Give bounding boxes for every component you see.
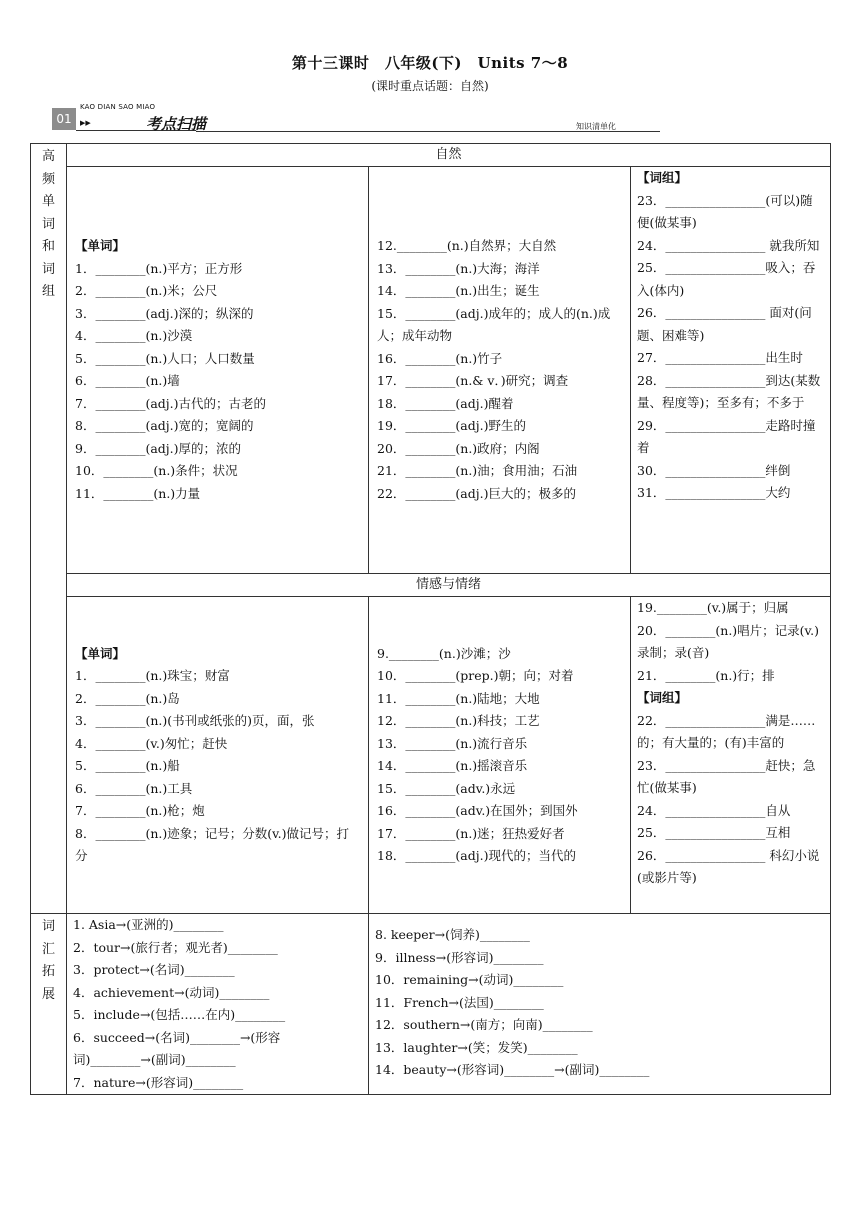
list-item: 2．________(n.)岛	[75, 690, 180, 706]
list-item: 15．________(adj.)成年的；成人的(n.)成人；成年动物	[377, 305, 611, 343]
list-item: 14．beauty→(形容词)________→(副词)________	[375, 1062, 650, 1077]
phrases-title: 【词组】	[637, 690, 688, 705]
list-item: 25．________________吸入；吞入(体内)	[637, 260, 816, 298]
words-title: 【单词】	[75, 238, 126, 253]
list-item: 1. Asia→(亚洲的)________	[73, 917, 224, 932]
list-item: 6．succeed→(名词)________→(形容词)________→(副词)________	[73, 1029, 281, 1067]
list-item: 21．________(n.)油；食用油；石油	[377, 463, 578, 478]
list-item: 8. keeper→(饲养)________	[375, 927, 530, 942]
list-item: 2．________(n.)米；公尺	[75, 283, 218, 298]
section-banner	[52, 103, 660, 133]
section-nature-heading: 自然	[67, 144, 831, 167]
expand-right	[369, 914, 831, 1095]
banner-arrow-icon: ▶▶	[80, 119, 91, 127]
list-item: 1．________(n.)平方；正方形	[75, 260, 243, 276]
emotion-phrases-col3	[631, 597, 831, 914]
banner-pinyin: KAO DIAN SAO MIAO	[80, 103, 156, 111]
list-item: 24．________________自从	[637, 802, 791, 818]
list-item: 18．________(adj.)醒着	[377, 395, 514, 411]
phrases-title: 【词组】	[637, 170, 688, 185]
list-item: 29．________________走路时撞着	[637, 417, 816, 455]
list-item: 10．remaining→(动词)________	[375, 972, 564, 987]
list-item: 19.________(v.)属于；归属	[637, 600, 789, 615]
list-item: 13．________(n.)大海；海洋	[377, 260, 540, 276]
expand-left	[67, 914, 369, 1095]
list-item: 18．________(adj.)现代的；当代的	[377, 848, 576, 863]
list-item: 6．________(n.)墙	[75, 373, 180, 388]
banner-number: 01	[52, 108, 76, 130]
list-item: 4．________(n.)沙漠	[75, 328, 193, 343]
list-item: 3．protect→(名词)________	[73, 962, 235, 977]
banner-side-text: 知识清单化	[576, 122, 616, 131]
list-item: 13．________(n.)流行音乐	[377, 735, 528, 751]
page-subtitle: (课时重点话题：自然)	[371, 79, 489, 93]
emotion-words-col2	[369, 597, 631, 914]
list-item: 16．________(adv.)在国外；到国外	[377, 803, 578, 818]
nature-words-col1	[67, 167, 369, 574]
list-item: 5．________(n.)人口；人口数量	[75, 350, 255, 366]
list-item: 9．________(adj.)厚的；浓的	[75, 440, 242, 456]
list-item: 8．________(adj.)宽的；宽阔的	[75, 418, 254, 433]
list-item: 11．________(n.)陆地；大地	[377, 690, 540, 706]
page-title: 第十三课时 八年级(下) Units 7～8	[291, 54, 569, 72]
list-item: 20．________(n.)唱片；记录(v.)录制；录(音)	[637, 622, 819, 660]
list-item: 3．________(adj.)深的；纵深的	[75, 305, 254, 321]
list-item: 15．________(adv.)永远	[377, 780, 516, 796]
list-item: 12．southern→(南方；向南)________	[375, 1017, 593, 1032]
list-item: 19．________(adj.)野生的	[377, 418, 526, 433]
list-item: 2．tour→(旅行者；观光者)________	[73, 939, 278, 955]
list-item: 5．include→(包括……在内)________	[73, 1007, 286, 1022]
list-item: 22．________(adj.)巨大的；极多的	[377, 485, 576, 501]
list-item: 31．________________大约	[637, 485, 791, 500]
nature-words-col2	[369, 167, 631, 574]
list-item: 26．________________ 科幻小说(或影片等)	[637, 847, 820, 885]
vocab-label: 高频单词和词组	[31, 144, 67, 914]
list-item: 17．________(n.& v．)研究；调查	[377, 373, 569, 388]
list-item: 4．achievement→(动词)________	[73, 984, 270, 1000]
list-item: 14．________(n.)摇滚音乐	[377, 758, 528, 773]
list-item: 5．________(n.)船	[75, 758, 180, 773]
list-item: 11．________(n.)力量	[75, 485, 201, 501]
list-item: 28．________________到达(某数量、程度等)；至多有；不多于	[637, 372, 821, 410]
list-item: 23．________________赶快；急忙(做某事)	[637, 757, 816, 795]
banner-title: 考点扫描	[146, 115, 207, 133]
list-item: 27．________________出生时	[637, 350, 803, 365]
list-item: 9．illness→(形容词)________	[375, 949, 544, 965]
list-item: 6．________(n.)工具	[75, 780, 193, 796]
list-item: 26．________________ 面对(问题、困难等)	[637, 305, 812, 343]
expand-label: 词汇拓展	[31, 914, 67, 1095]
list-item: 13．laughter→(笑；发笑)________	[375, 1039, 578, 1055]
list-item: 10．________(n.)条件；状况	[75, 463, 238, 478]
list-item: 8．________(n.)迹象；记号；分数(v.)做记号；打分	[75, 825, 350, 863]
list-item: 7．________(adj.)古代的；古老的	[75, 395, 267, 411]
list-item: 23．________________(可以)随便(做某事)	[637, 192, 813, 230]
list-item: 20．________(n.)政府；内阁	[377, 440, 540, 456]
list-item: 9.________(n.)沙滩；沙	[377, 645, 511, 661]
list-item: 12.________(n.)自然界；大自然	[377, 238, 557, 253]
list-item: 21．________(n.)行；排	[637, 667, 775, 683]
words-title: 【单词】	[75, 645, 126, 661]
list-item: 4．________(v.)匆忙；赶快	[75, 735, 228, 751]
list-item: 16．________(n.)竹子	[377, 350, 503, 366]
list-item: 7．nature→(形容词)________	[73, 1074, 244, 1090]
list-item: 10．________(prep.)朝；向；对着	[377, 668, 574, 683]
list-item: 30．________________绊倒	[637, 462, 791, 478]
vocab-table	[30, 143, 831, 1095]
emotion-words-col1	[67, 597, 369, 914]
list-item: 12．________(n.)科技；工艺	[377, 713, 540, 728]
nature-phrases-col3	[631, 167, 831, 574]
list-item: 3．________(n.)(书刊或纸张的)页，面，张	[75, 713, 315, 728]
list-item: 11．French→(法国)________	[375, 994, 544, 1010]
list-item: 1．________(n.)珠宝；财富	[75, 668, 230, 683]
section-emotion-heading: 情感与情绪	[67, 574, 831, 597]
list-item: 14．________(n.)出生；诞生	[377, 283, 540, 298]
list-item: 24．________________ 就我所知	[637, 237, 820, 253]
list-item: 25．________________互相	[637, 825, 791, 840]
list-item: 22．________________满是……的；有大量的；(有)丰富的	[637, 712, 816, 750]
list-item: 7．________(n.)枪；炮	[75, 803, 205, 818]
list-item: 17．________(n.)迷；狂热爱好者	[377, 825, 565, 841]
